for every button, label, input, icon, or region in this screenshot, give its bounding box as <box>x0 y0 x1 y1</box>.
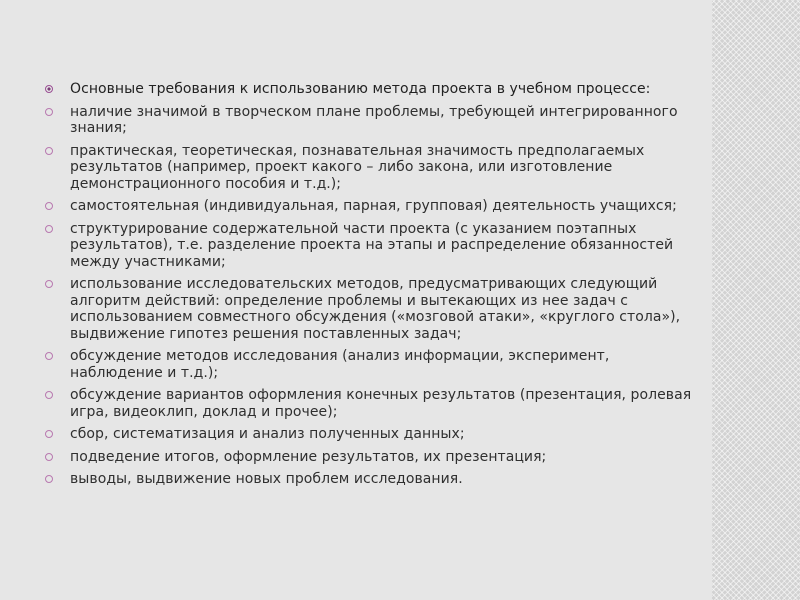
list-item <box>44 104 706 137</box>
bullet-circle-icon <box>45 85 53 93</box>
list-item <box>44 198 706 215</box>
bullet-circle-icon <box>45 147 53 155</box>
slide-content <box>44 81 706 494</box>
bullet-circle-icon <box>45 352 53 360</box>
list-item-text: выводы, выдвижение новых проблем исследования. <box>70 471 463 487</box>
bullet-circle-icon <box>45 391 53 399</box>
list-item <box>44 143 706 193</box>
bullet-circle-icon <box>45 225 53 233</box>
list-item-text: наличие значимой в творческом плане проблемы, требующей интегрированного знания; <box>70 103 678 136</box>
list-item-text: подведение итогов, оформление результатов, их презентация; <box>70 448 547 465</box>
bullet-circle-icon <box>45 280 53 288</box>
bullet-list <box>44 81 706 488</box>
list-item <box>44 426 706 443</box>
list-item <box>44 387 706 420</box>
decorative-side-band <box>712 0 800 600</box>
list-item-text: сбор, систематизация и анализ полученных данных; <box>70 426 465 442</box>
list-item-text: обсуждение вариантов оформления конечных результатов (презентация, ролевая игра, видеоклип, доклад и прочее); <box>70 387 692 420</box>
bullet-circle-icon <box>45 202 53 210</box>
list-item <box>44 471 706 488</box>
list-item-text: обсуждение методов исследования (анализ информации, эксперимент, наблюдение и т.д.); <box>70 348 610 381</box>
list-item <box>44 221 706 271</box>
list-item-text: практическая, теоретическая, познавательная значимость предполагаемых результатов (например, проект какого – либо закона, или изготовление демонстрационного пособия и т.д.); <box>70 142 645 192</box>
list-item-text: использование исследовательских методов, предусматривающих следующий алгоритм действий: определение проблемы и вытекающих из нее задач с использованием совместного обсуждения («мозговой атаки», «круглого стола»), выдвижение гипотез решения поставленных задач; <box>70 276 681 342</box>
list-item-text: структурирование содержательной части проекта (с указанием поэтапных результатов), т.е. разделение проекта на этапы и распределение обязанностей между участниками; <box>70 220 674 270</box>
bullet-circle-icon <box>45 108 53 116</box>
list-item <box>44 348 706 381</box>
bullet-circle-icon <box>45 475 53 483</box>
bullet-circle-icon <box>45 453 53 461</box>
list-item <box>44 276 706 342</box>
list-item-heading <box>44 81 706 98</box>
list-item-text: самостоятельная (индивидуальная, парная, групповая) деятельность учащихся; <box>70 198 677 214</box>
list-item-text: Основные требования к использованию метода проекта в учебном процессе: <box>70 81 651 97</box>
list-item <box>44 449 706 466</box>
bullet-circle-icon <box>45 430 53 438</box>
